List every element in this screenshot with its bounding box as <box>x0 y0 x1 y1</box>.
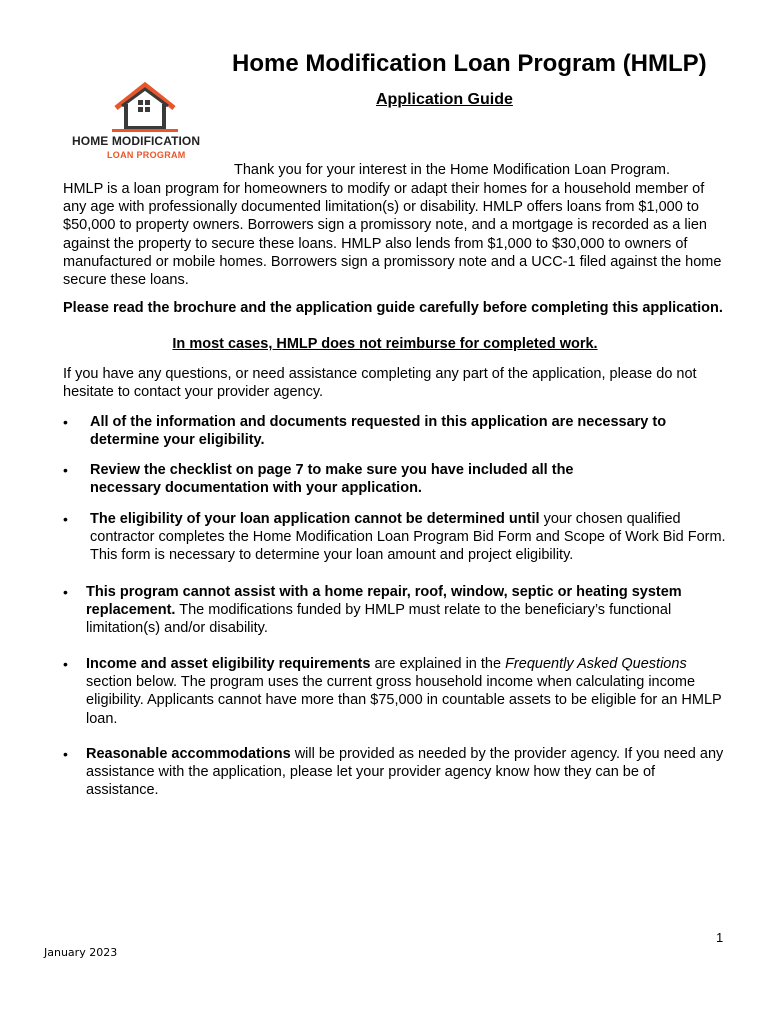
bullet-bold-text: This program cannot assist with a home repair, roof, window, septic or heating system replacement. <box>86 584 682 619</box>
intro-paragraph: HMLP is a loan program for homeowners to modify or adapt their homes for a household member of any age with professionally documented limitation(s) or disability. HMLP offers loans from $1,000 to $50,000 to property owners. Borrowers sign a promissory note, and a mortgage is recorded as a lien against the property to secure these loans. HMLP also lends from $1,000 to $30,000 to owners of manufactured or mobile homes. Borrowers sign a promissory note and a UCC-1 filed against the home secure these loans. <box>63 181 722 289</box>
hmlp-logo <box>72 80 218 162</box>
bullet-text: are explained in the <box>370 656 506 672</box>
bullet-marker: • <box>63 584 68 600</box>
list-item <box>90 413 730 449</box>
bullet-bold-text: Income and asset eligibility requirements <box>86 656 371 672</box>
house-logo-icon <box>112 82 178 134</box>
bullet-bold-text: Review the checklist on page 7 to make sure you have included all the necessary documentation with your application. <box>90 462 574 497</box>
bullet-bold-text: All of the information and documents requested in this application are necessary to determine your eligibility. <box>90 414 667 449</box>
bullet-marker: • <box>63 462 68 478</box>
intro-first-line: Thank you for your interest in the Home Modification Loan Program. <box>234 162 671 178</box>
list-item <box>86 745 730 800</box>
faq-reference: Frequently Asked Questions <box>505 656 687 672</box>
bullet-marker: • <box>63 656 68 672</box>
bullet-bold-text: The eligibility of your loan application cannot be determined until <box>90 511 540 527</box>
footer-date: January 2023 <box>44 946 118 959</box>
list-item <box>86 583 730 638</box>
bullet-text: section below. The program uses the current gross household income when calculating income eligibility. Applicants cannot have more than $75,000 in countable assets to be eligible for an HMLP loan. <box>86 674 722 727</box>
bullet-bold-text: Reasonable accommodations <box>86 746 291 762</box>
questions-paragraph: If you have any questions, or need assistance completing any part of the application, please do not hesitate to contact your provider agency. <box>63 366 697 401</box>
bullet-text: The modifications funded by HMLP must relate to the beneficiary’s functional limitation(s) and/or disability. <box>86 602 672 637</box>
list-item <box>90 461 610 497</box>
logo-subtitle: LOAN PROGRAM <box>107 150 186 160</box>
page-title: Home Modification Loan Program (HMLP) <box>232 50 707 77</box>
notice-text: Please read the brochure and the application guide carefully before completing this application. <box>63 300 723 316</box>
page-subtitle: Application Guide <box>376 91 513 108</box>
logo-title: HOME MODIFICATION <box>72 134 201 148</box>
reimbursement-notice: In most cases, HMLP does not reimburse for completed work. <box>172 336 598 352</box>
bullet-text: will be provided as needed by the provider agency. If you need any assistance with the application, please let your provider agency know how they can be of assistance. <box>86 746 724 799</box>
bullet-marker: • <box>63 414 68 430</box>
bullet-marker: • <box>63 511 68 527</box>
bullet-text: your chosen qualified contractor completes the Home Modification Loan Program Bid Form and Scope of Work Bid Form. This form is necessary to determine your loan amount and project eligibility. <box>90 511 726 564</box>
list-item <box>90 510 730 565</box>
page-number: 1 <box>716 930 724 945</box>
bullet-marker: • <box>63 746 68 762</box>
list-item <box>86 655 730 728</box>
